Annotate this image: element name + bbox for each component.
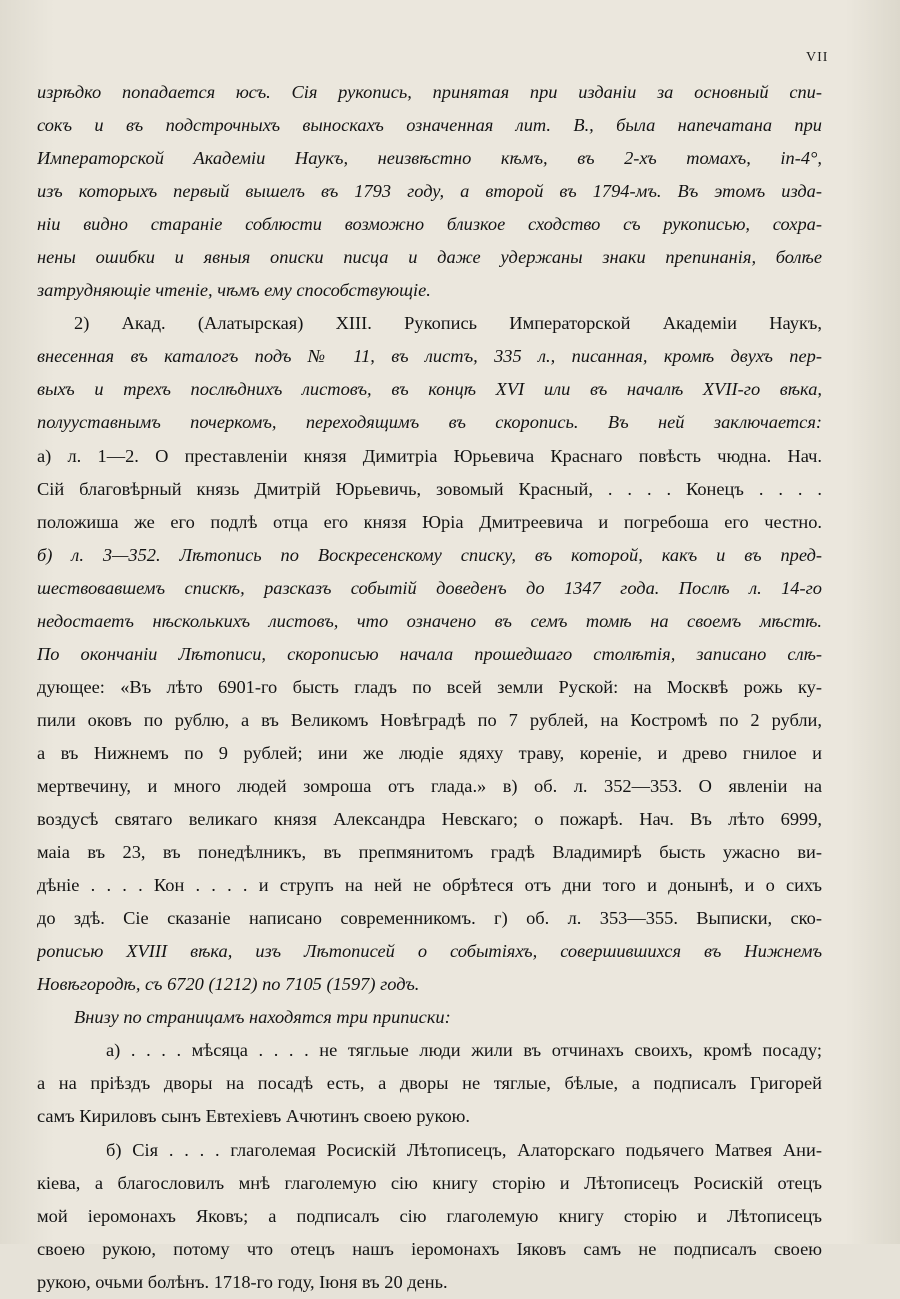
text-line: маіа въ 23, въ понедѣлникъ, въ препмянитомъ градѣ Владимирѣ бысть ужасно ви- bbox=[37, 842, 822, 863]
page-number: VII bbox=[806, 50, 829, 65]
text-line: положиша же его подлѣ отца его князя Юріа Дмитреевича и погребоша его честно. bbox=[37, 511, 822, 532]
text-line: мертвечину, и много людей зомроша отъ глада.» в) об. л. 352—353. О явленіи на bbox=[37, 775, 822, 796]
text-line: шествовавшемъ спискѣ, разсказъ событій доведенъ до 1347 года. Послѣ л. 14-го bbox=[37, 577, 822, 598]
text-line: изъ которыхъ первый вышелъ въ 1793 году, а второй въ 1794-мъ. Въ этомъ изда- bbox=[37, 181, 822, 202]
text-line: полууставнымъ почеркомъ, переходящимъ въ скоропись. Въ ней заключается: bbox=[37, 412, 822, 433]
text-line: самъ Кириловъ сынъ Евтехіевъ Ачютинъ своею рукою. bbox=[37, 1106, 471, 1127]
text-line: дѣніе . . . . Кон . . . . и струпъ на ней не обрѣтеся отъ дни того и донынѣ, и о сихъ bbox=[37, 875, 822, 896]
text-line: рукою, очьми болѣнъ. 1718-го году, Іюня въ 20 день. bbox=[37, 1271, 448, 1292]
text-line: Новѣгородѣ, съ 6720 (1212) по 7105 (1597) годъ. bbox=[37, 974, 420, 995]
page-text-block bbox=[37, 76, 822, 1299]
text-line: затрудняющіе чтеніе, чѣмъ ему способствующіе. bbox=[37, 280, 431, 301]
text-line: пили оковъ по рублю, а въ Великомъ Новѣградѣ по 7 рублей, на Костромѣ по 2 рубли, bbox=[37, 709, 822, 730]
text-line: а) . . . . мѣсяца . . . . не тягльые люди жили въ отчинахъ своихъ, кромѣ посаду; bbox=[106, 1040, 822, 1061]
text-line: а на пріѣздъ дворы на посадѣ есть, а дворы не тяглые, бѣлые, а подписалъ Григорей bbox=[37, 1073, 822, 1094]
text-line: выхъ и трехъ послѣднихъ листовъ, въ концѣ XVI или въ началѣ XVII-го вѣка, bbox=[37, 379, 822, 400]
text-line: недостаетъ нѣсколькихъ листовъ, что означено въ семъ томѣ на своемъ мѣстѣ. bbox=[37, 610, 822, 631]
text-line: Императорской Академіи Наукъ, неизвѣстно кѣмъ, въ 2-хъ томахъ, in-4°, bbox=[37, 148, 822, 169]
text-line: кіева, а благословилъ мнѣ глаголемую сію книгу сторію и Лѣтописецъ Росискій отецъ bbox=[37, 1172, 822, 1193]
text-line: б) Сія . . . . глаголемая Росискій Лѣтописецъ, Алаторскаго подьячего Матвея Ани- bbox=[106, 1139, 822, 1160]
text-line: сокъ и въ подстрочныхъ выноскахъ означенная лит. В., была напечатана при bbox=[37, 115, 822, 136]
text-line: а) л. 1—2. О преставленіи князя Димитріа Юрьевича Краснаго повѣсть чюдна. Нач. bbox=[37, 445, 822, 466]
text-line: дующее: «Въ лѣто 6901-го бысть гладъ по всей земли Руской: на Москвѣ рожь ку- bbox=[37, 676, 822, 697]
text-line: Сій благовѣрный князь Дмитрій Юрьевичь, зовомый Красный, . . . . Конецъ . . . . bbox=[37, 478, 822, 499]
text-line: а въ Нижнемъ по 9 рублей; ини же людіе ядяху траву, кореніе, и древо гнилое и bbox=[37, 742, 822, 763]
text-line: рописью XVIII вѣка, изъ Лѣтописей о событіяхъ, совершившихся въ Нижнемъ bbox=[37, 941, 822, 962]
text-line: изрѣдко попадается юсъ. Сія рукопись, принятая при изданіи за основный спи- bbox=[37, 82, 822, 102]
text-line: Внизу по страницамъ находятся три приписки: bbox=[74, 1007, 451, 1028]
text-line: внесенная въ каталогъ подъ № 11, въ листъ, 335 л., писанная, кромѣ двухъ пер- bbox=[37, 346, 822, 367]
text-line: до здѣ. Сіе сказаніе написано современникомъ. г) об. л. 353—355. Выписки, ско- bbox=[37, 908, 822, 929]
text-line: мой іеромонахъ Яковъ; а подписалъ сію глаголемую книгу сторію и Лѣтописецъ bbox=[37, 1205, 822, 1226]
text-line: воздусѣ святаго великаго князя Александра Невскаго; о пожарѣ. Нач. Въ лѣто 6999, bbox=[37, 809, 822, 830]
text-line: ніи видно стараніе соблюсти возможно близкое сходство съ рукописью, сохра- bbox=[37, 214, 822, 235]
text-line: своею рукою, потому что отецъ нашъ іеромонахъ Іяковъ самъ не подписалъ своею bbox=[37, 1238, 822, 1259]
text-line: По окончаніи Лѣтописи, скорописью начала прошедшаго столѣтія, записано слѣ- bbox=[37, 643, 822, 664]
text-line: 2) Акад. (Алатырская) XIII. Рукопись Императорской Академіи Наукъ, bbox=[74, 313, 822, 334]
text-line: б) л. 3—352. Лѣтопись по Воскресенскому списку, въ которой, какъ и въ пред- bbox=[37, 544, 822, 565]
text-line: нены ошибки и явныя описки писца и даже удержаны знаки препинанія, болѣе bbox=[37, 247, 822, 268]
